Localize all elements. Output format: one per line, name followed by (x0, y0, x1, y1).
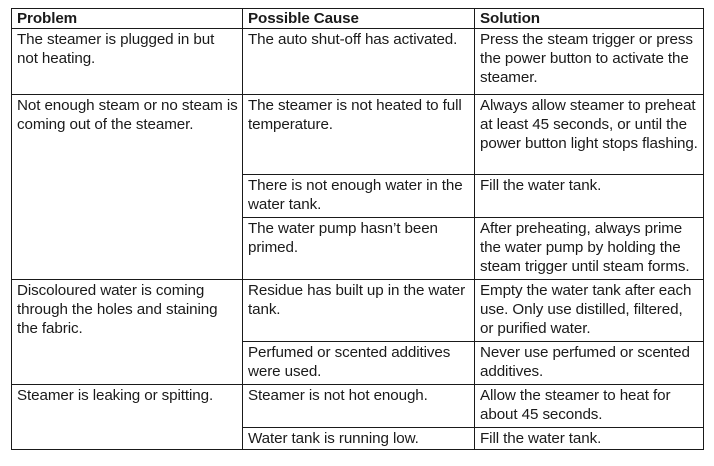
cause-cell: There is not enough water in the water tank. (243, 175, 475, 218)
cause-cell: Water tank is running low. (243, 428, 475, 450)
solution-cell: Always allow steamer to preheat at least 45 seconds, or until the power button light stops flashing. (475, 95, 704, 175)
header-row (12, 9, 704, 29)
cause-cell: The auto shut-off has activated. (243, 29, 475, 95)
solution-cell: Fill the water tank. (475, 428, 704, 450)
solution-cell: Never use perfumed or scented additives. (475, 342, 704, 385)
table-row (12, 29, 704, 95)
solution-cell: Fill the water tank. (475, 175, 704, 218)
header-solution: Solution (475, 9, 704, 29)
troubleshooting-table (11, 8, 704, 450)
cause-cell: Residue has built up in the water tank. (243, 280, 475, 342)
cause-cell: Perfumed or scented additives were used. (243, 342, 475, 385)
table-row (12, 95, 704, 175)
cause-cell: The steamer is not heated to full temperature. (243, 95, 475, 175)
problem-cell: Not enough steam or no steam is coming out of the steamer. (12, 95, 243, 280)
cause-cell: Steamer is not hot enough. (243, 385, 475, 428)
solution-cell: After preheating, always prime the water pump by holding the steam trigger until steam forms. (475, 218, 704, 280)
solution-cell: Press the steam trigger or press the power button to activate the steamer. (475, 29, 704, 95)
problem-cell: Discoloured water is coming through the holes and staining the fabric. (12, 280, 243, 385)
solution-cell: Empty the water tank after each use. Only use distilled, filtered, or purified water. (475, 280, 704, 342)
problem-cell: Steamer is leaking or spitting. (12, 385, 243, 450)
header-problem: Problem (12, 9, 243, 29)
header-possible-cause: Possible Cause (243, 9, 475, 29)
table-row (12, 385, 704, 428)
solution-cell: Allow the steamer to heat for about 45 seconds. (475, 385, 704, 428)
table-row (12, 280, 704, 342)
problem-cell: The steamer is plugged in but not heating. (12, 29, 243, 95)
cause-cell: The water pump hasn’t been primed. (243, 218, 475, 280)
